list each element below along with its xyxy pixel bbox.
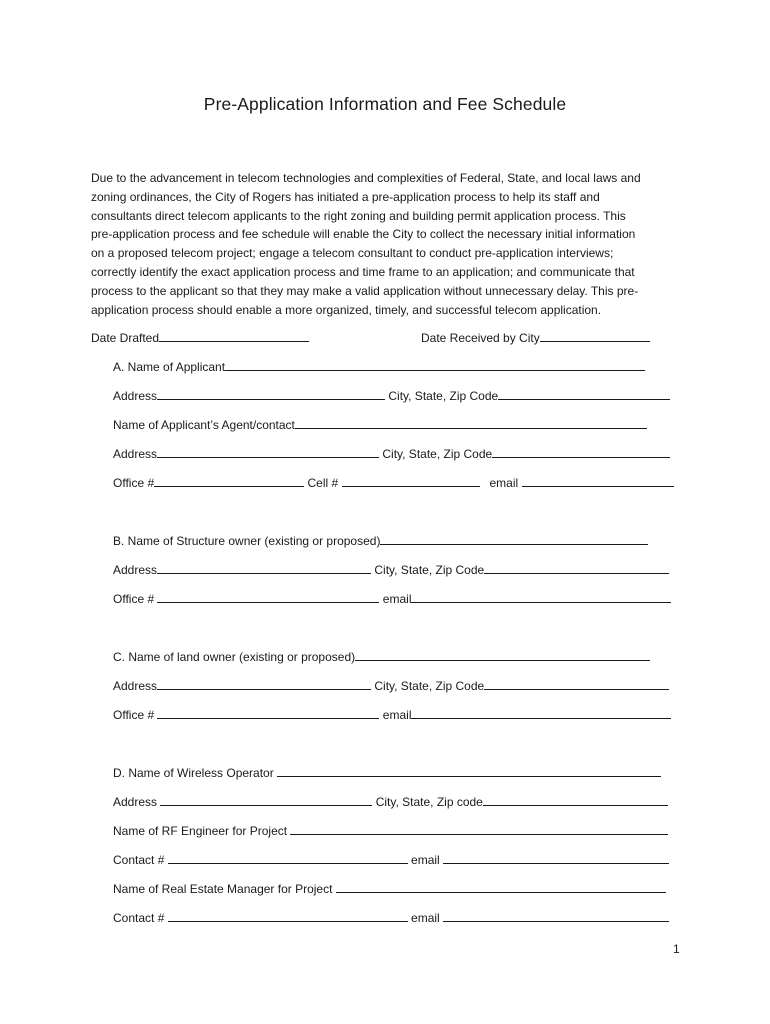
wireless-operator-field[interactable] (277, 765, 661, 777)
applicant-name-row (113, 359, 645, 374)
land-owner-row (113, 649, 650, 664)
land-owner-address-row (113, 678, 669, 693)
city-state-zip-label: City, State, Zip code (372, 795, 483, 809)
contact-label: Contact # (113, 911, 168, 925)
section-d-label: D. Name of Wireless Operator (113, 766, 278, 780)
agent-name-field[interactable] (295, 417, 647, 429)
section-a-label: A. Name of Applicant (113, 360, 226, 374)
land-owner-email-field[interactable] (411, 707, 671, 719)
real-estate-manager-field[interactable] (336, 881, 666, 893)
applicant-address-row (113, 388, 670, 403)
contact-label: Contact # (113, 853, 168, 867)
email-label: email (379, 708, 412, 722)
real-estate-manager-row (113, 881, 666, 896)
address-label: Address (113, 795, 161, 809)
intro-line: application process should enable a more organized, timely, and successful telecom application. (91, 302, 602, 317)
land-owner-contact-row (113, 707, 671, 722)
land-owner-office-field[interactable] (157, 707, 379, 719)
date-drafted-field[interactable] (159, 330, 309, 342)
address-label: Address (113, 389, 158, 403)
rf-contact-row (113, 852, 669, 867)
operator-address-field[interactable] (160, 794, 372, 806)
date-received-field[interactable] (540, 330, 650, 342)
address-label: Address (113, 447, 158, 461)
date-drafted-label: Date Drafted (91, 331, 160, 345)
cell-phone-field[interactable] (342, 475, 480, 487)
applicant-contact-row (113, 475, 674, 490)
email-label: email (407, 911, 444, 925)
applicant-city-field[interactable] (498, 388, 670, 400)
rf-engineer-row (113, 823, 668, 838)
rf-engineer-field[interactable] (290, 823, 668, 835)
applicant-address-field[interactable] (157, 388, 385, 400)
intro-line: on a proposed telecom project; engage a telecom consultant to conduct pre-application interviews; (91, 246, 614, 261)
intro-line: correctly identify the exact application process and time frame to an application; and communicate that (91, 264, 635, 279)
rf-email-field[interactable] (443, 852, 669, 864)
city-state-zip-label: City, State, Zip Code (371, 679, 485, 693)
structure-owner-field[interactable] (380, 533, 648, 545)
document-title: Pre-Application Information and Fee Schedule (203, 94, 567, 114)
city-state-zip-label: City, State, Zip Code (371, 563, 485, 577)
agent-label: Name of Applicant’s Agent/contact (113, 418, 295, 432)
city-state-zip-label: City, State, Zip Code (385, 389, 499, 403)
structure-owner-email-field[interactable] (411, 591, 671, 603)
re-contact-field[interactable] (168, 910, 408, 922)
date-received-row (421, 330, 650, 345)
cell-label: Cell # (304, 476, 342, 490)
rf-contact-field[interactable] (168, 852, 408, 864)
structure-owner-city-field[interactable] (484, 562, 669, 574)
re-email-field[interactable] (443, 910, 669, 922)
re-contact-row (113, 910, 669, 925)
office-label: Office # (113, 592, 158, 606)
intro-line: consultants direct telecom applicants to the right zoning and building permit application process. This (91, 208, 626, 223)
wireless-operator-row (113, 765, 661, 780)
office-phone-field[interactable] (154, 475, 304, 487)
applicant-name-field[interactable] (225, 359, 645, 371)
agent-name-row (113, 417, 647, 432)
date-received-label: Date Received by City (421, 331, 540, 345)
structure-owner-address-row (113, 562, 669, 577)
intro-line: zoning ordinances, the City of Rogers has initiated a pre-application process to help its staff and (91, 189, 600, 204)
rf-engineer-label: Name of RF Engineer for Project (113, 824, 291, 838)
address-label: Address (113, 679, 158, 693)
office-label: Office # (113, 708, 158, 722)
structure-owner-office-field[interactable] (157, 591, 379, 603)
land-owner-field[interactable] (355, 649, 650, 661)
intro-paragraph (91, 169, 681, 319)
agent-address-row (113, 446, 670, 461)
land-owner-city-field[interactable] (484, 678, 669, 690)
land-owner-address-field[interactable] (157, 678, 371, 690)
intro-line: pre-application process and fee schedule will enable the City to collect the necessary initial information (91, 227, 636, 242)
real-estate-manager-label: Name of Real Estate Manager for Project (113, 882, 336, 896)
section-b-label: B. Name of Structure owner (existing or proposed) (113, 534, 381, 548)
date-drafted-row (91, 330, 309, 345)
intro-line: process to the applicant so that they may make a valid application without unnecessary delay. This pre- (91, 283, 639, 298)
intro-line: Due to the advancement in telecom technologies and complexities of Federal, State, and local laws and (91, 171, 641, 185)
section-c-label: C. Name of land owner (existing or proposed) (113, 650, 356, 664)
agent-address-field[interactable] (157, 446, 379, 458)
agent-city-field[interactable] (492, 446, 670, 458)
address-label: Address (113, 563, 158, 577)
operator-address-row (113, 794, 668, 809)
structure-owner-row (113, 533, 648, 548)
email-field[interactable] (522, 475, 674, 487)
city-state-zip-label: City, State, Zip Code (379, 447, 493, 461)
operator-city-field[interactable] (483, 794, 668, 806)
email-label: email (379, 592, 412, 606)
structure-owner-address-field[interactable] (157, 562, 371, 574)
structure-owner-contact-row (113, 591, 671, 606)
page-number: 1 (673, 942, 680, 956)
email-label: email (489, 476, 522, 490)
office-label: Office # (113, 476, 155, 490)
email-label: email (407, 853, 444, 867)
